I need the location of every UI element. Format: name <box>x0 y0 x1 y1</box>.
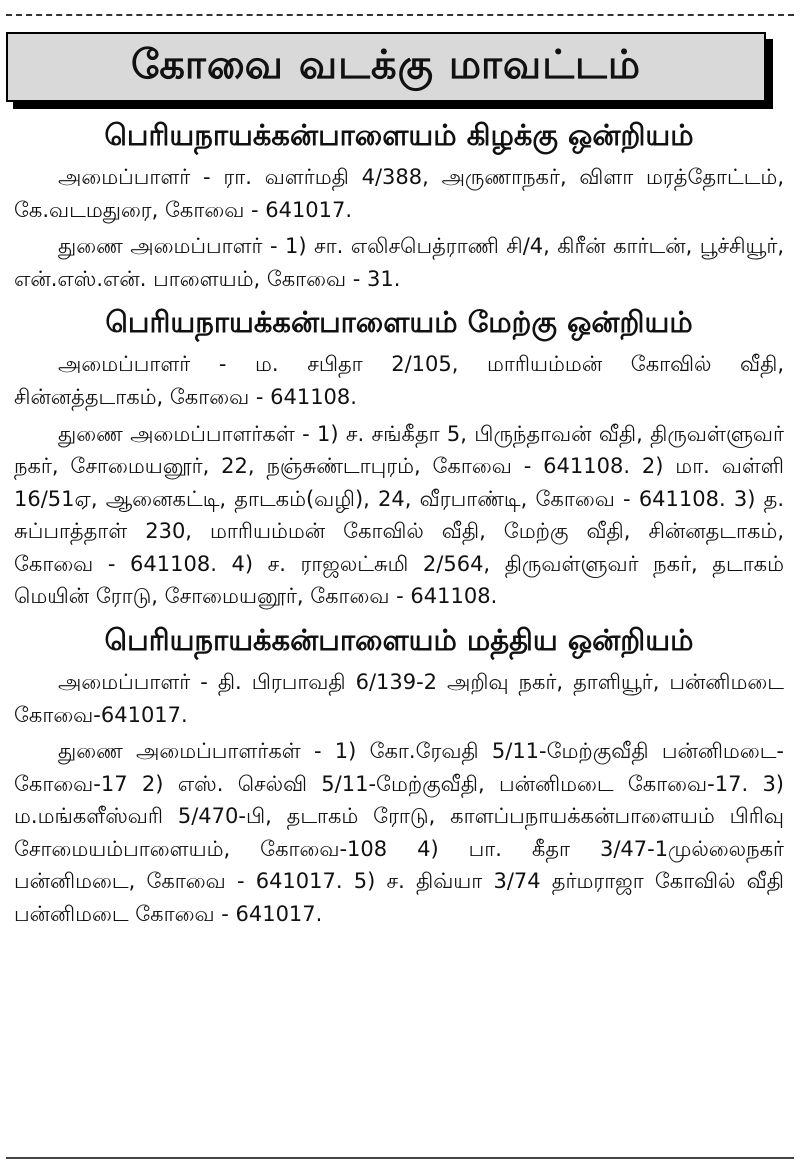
deputy-organizer-paragraph: துணை அமைப்பாளர் - 1) சா. எலிசபெத்ராணி சி/4, கிரீன் கார்டன், பூச்சியூர், என்.எஸ்.என். பாளையம், கோவை - 31. <box>14 234 784 291</box>
district-title: கோவை வடக்கு மாவட்டம் <box>130 41 642 88</box>
bottom-rule <box>6 1157 794 1159</box>
section-heading: பெரியநாயக்கன்பாளையம் மத்திய ஒன்றியம் <box>104 622 694 657</box>
deputy-organizers-paragraph: துணை அமைப்பாளர்கள் - 1) கோ.ரேவதி 5/11-மேற்குவீதி பன்னிமடை- கோவை-17 2) எஸ். செல்வி 5/11-மேற்குவீதி, பன்னிமடை கோவை-17. 3) ம.மங்களீஸ்வரி 5/470-பி, தடாகம் ரோடு, காளப்பநாயக்கன்பாளையம் பிரிவு சோமையம்பாளையம், கோவை-108 4) பா. கீதா 3/47-1முல்லைநகர் பன்னிமடை, கோவை - 641017. 5) ச. திவ்யா 3/74 தர்மராஜா கோவில் வீதி பன்னிமடை கோவை - 641017. <box>14 739 784 926</box>
district-title-box <box>6 32 766 102</box>
section-east-union <box>14 116 784 295</box>
section-central-union <box>14 621 784 931</box>
article-body <box>14 112 784 938</box>
organizer-paragraph: அமைப்பாளர் - ரா. வளர்மதி 4/388, அருணாநகர், விளா மரத்தோட்டம், கே.வடமதுரை, கோவை - 641017. <box>14 165 784 222</box>
top-dashed-rule <box>6 14 794 16</box>
section-west-union <box>14 303 784 613</box>
deputy-organizers-paragraph: துணை அமைப்பாளர்கள் - 1) ச. சங்கீதா 5, பிருந்தாவன் வீதி, திருவள்ளுவர் நகர், சோமையனூர், 22, நஞ்சுண்டாபுரம், கோவை - 641108. 2) மா. வள்ளி 16/51ஏ, ஆனைகட்டி, தாடகம்(வழி), 24, வீரபாண்டி, கோவை - 641108. 3) த. சுப்பாத்தாள் 230, மாரியம்மன் கோவில் வீதி, மேற்கு வீதி, சின்னதடாகம், கோவை - 641108. 4) ச. ராஜலட்சுமி 2/564, திருவள்ளுவர் நகர், தடாகம் மெயின் ரோடு, சோமையனூர், கோவை - 641108. <box>14 421 784 609</box>
organizer-paragraph: அமைப்பாளர் - ம. சபிதா 2/105, மாரியம்மன் கோவில் வீதி, சின்னத்தடாகம், கோவை - 641108. <box>14 352 784 410</box>
section-heading: பெரியநாயக்கன்பாளையம் மேற்கு ஒன்றியம் <box>105 305 693 340</box>
section-heading: பெரியநாயக்கன்பாளையம் கிழக்கு ஒன்றியம் <box>104 118 694 152</box>
organizer-paragraph: அமைப்பாளர் - தி. பிரபாவதி 6/139-2 அறிவு நகர், தாளியூர், பன்னிமடை கோவை-641017. <box>14 669 784 727</box>
